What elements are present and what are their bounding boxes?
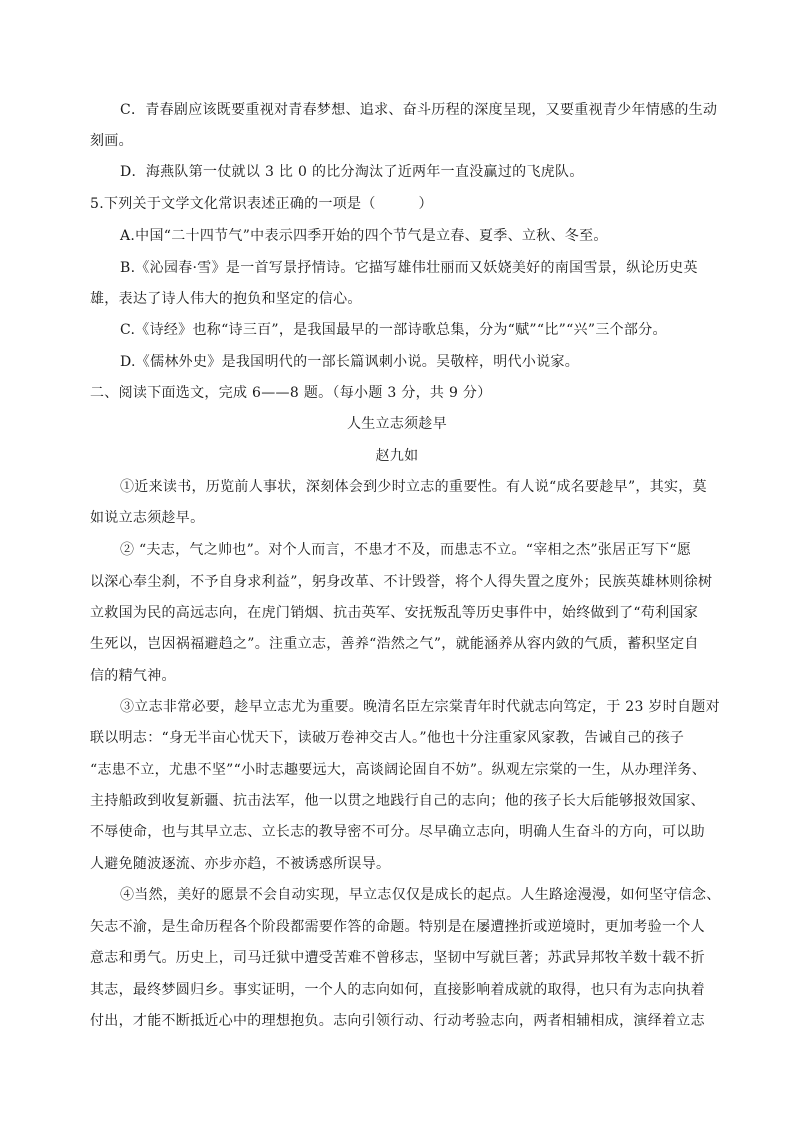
paragraph-3-cont: 不辱使命，也与其早立志、立长志的教导密不可分。尽早确立志向，明确人生奋斗的方向，可以助 (90, 824, 705, 840)
option-c-text-cont: 刻画。 (90, 133, 133, 149)
paragraph-1: ①近来读书，历览前人事状，深刻体会到少时立志的重要性。有人说“成名要趁早”，其实，莫 (120, 479, 707, 495)
paragraph-4-cont: 付出，才能不断抵近心中的理想抱负。志向引领行动、行动考验志向，两者相辅相成，演绎着立志 (90, 1013, 705, 1029)
paragraph-4: ④当然，美好的愿景不会自动实现，早立志仅仅是成长的起点。人生路途漫漫，如何坚守信念、 (120, 887, 721, 903)
paragraph-2-cont: 立救国为民的高远志向，在虎门销烟、抗击英军、安抚叛乱等历史事件中，始终做到了“苟利国家 (90, 605, 699, 621)
paragraph-2: ② “夫志，气之帅也”。对个人而言，不患才不及，而患志不立。“宰相之杰”张居正写下“愿 (120, 542, 692, 558)
paragraph-1-cont: 如说立志须趁早。 (90, 510, 205, 526)
passage-author: 赵九如 (375, 448, 419, 464)
q5-option-d: D.《儒林外史》是我国明代的一部长篇讽刺小说。吴敬梓，明代小说家。 (120, 354, 580, 370)
section-two-heading: 二、阅读下面选文，完成 6——8 题。（每小题 3 分，共 9 分） (90, 385, 492, 401)
paragraph-3-cont: 联以明志：“身无半亩心忧天下，读破万卷神交古人。”他也十分注重家风家教，告诫自己的孩子 (90, 730, 685, 746)
passage-title: 人生立志须趁早 (346, 416, 448, 432)
paragraph-2-cont: 以深心奉尘刹，不予自身求利益”，躬身改革、不计毁誉，将个人得失置之度外；民族英雄林则徐树 (90, 574, 713, 590)
option-c-text: C．青春剧应该既要重视对青春梦想、追求、奋斗历程的深度呈现，又要重视青少年情感的生动 (120, 102, 718, 118)
q5-option-c: C.《诗经》也称“诗三百”，是我国最早的一部诗歌总集，分为“赋”“比”“兴”三个部分。 (120, 322, 667, 338)
option-d-text: D．海燕队第一仗就以 3 比 0 的比分淘汰了近两年一直没赢过的飞虎队。 (120, 164, 584, 180)
q5-option-b-cont: 雄，表达了诗人伟大的抱负和坚定的信心。 (90, 291, 362, 307)
paragraph-4-cont: 意志和勇气。历史上，司马迁狱中遭受苦难不曾移志，坚韧中写就巨著；苏武异邦牧羊数十载不折 (90, 950, 705, 966)
paragraph-4-cont: 其志，最终梦圆归乡。事实证明，一个人的志向如何，直接影响着成就的取得，也只有为志向执着 (90, 982, 705, 998)
q5-option-a: A.中国“二十四节气”中表示四季开始的四个节气是立春、夏季、立秋、冬至。 (120, 228, 608, 244)
paragraph-2-cont: 生死以，岂因祸福避趋之”。注重立志，善养“浩然之气”，就能涵养从容内敛的气质，蓄积坚定自 (90, 636, 699, 652)
paragraph-3: ③立志非常必要，趁早立志尤为重要。晚清名臣左宗棠青年时代就志向笃定，于 23 岁时自题对 (120, 699, 720, 715)
paragraph-4-cont: 矢志不渝，是生命历程各个阶段都需要作答的命题。特别是在屡遭挫折或逆境时，更加考验一个人 (90, 919, 705, 935)
paragraph-3-cont: 人避免随波逐流、亦步亦趋，不被诱惑所误导。 (90, 856, 391, 872)
paragraph-3-cont: “志患不立，尤患不坚”“小时志趣要远大，高谈阔论固自不妨”。纵观左宗棠的一生，从办理洋务、 (90, 762, 707, 778)
paragraph-3-cont: 主持船政到收复新疆、抗击法军，他一以贯之地践行自己的志向；他的孩子长大后能够报效国家、 (90, 793, 705, 809)
q5-option-b: B.《沁园春·雪》是一首写景抒情诗。它描写雄伟壮丽而又妖娆美好的南国雪景，纵论历史英 (120, 260, 698, 276)
paragraph-2-cont: 信的精气神。 (90, 668, 176, 684)
question-5: 5.下列关于文学文化常识表述正确的一项是（ ） (90, 196, 433, 212)
